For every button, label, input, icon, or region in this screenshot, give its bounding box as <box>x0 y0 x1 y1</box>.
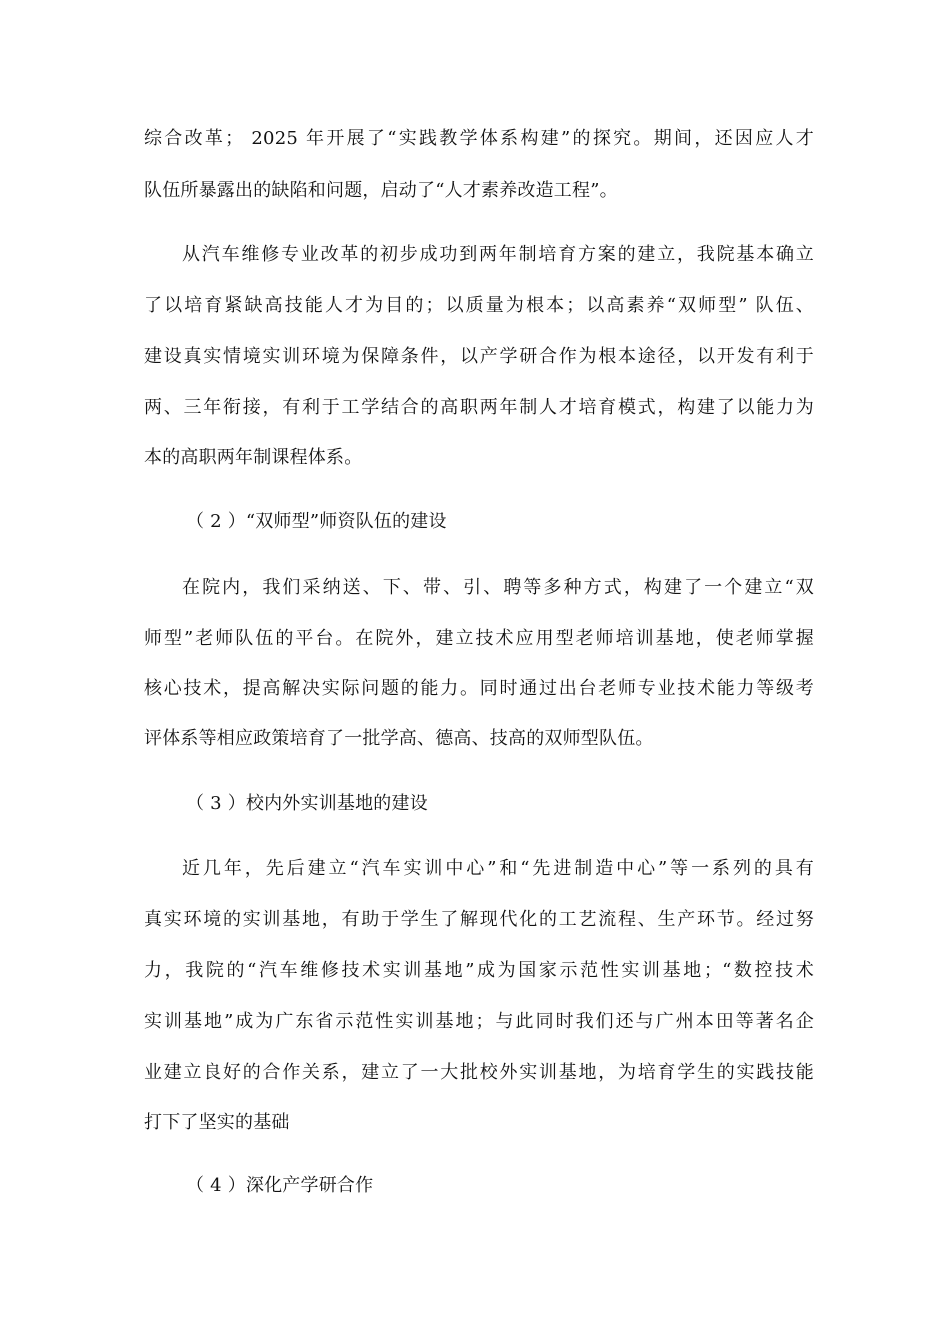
paragraph-2-line-5: 本的高职两年制课程体系。 <box>144 447 363 468</box>
paragraph-1-line-2: 队伍所暴露出的缺陷和问题，启动了“人才素养改造工程”。 <box>144 180 618 201</box>
section-heading-3: （ 3 ）校内外实训基地的建设 <box>186 793 428 814</box>
paragraph-2-line-2: 了以培育紧缺高技能人才为目的；以质量为根本；以高素养“双师型” 队伍、 <box>144 295 814 316</box>
paragraph-2-line-3: 建设真实情境实训环境为保障条件，以产学研合作为根本途径，以开发有利于 <box>144 346 814 367</box>
paragraph-2-line-1: 从汽车维修专业改革的初步成功到两年制培育方案的建立，我院基本确立 <box>182 244 814 265</box>
paragraph-3-line-3: 核心技术，提高解决实际问题的能力。同时通过出台老师专业技术能力等级考 <box>144 678 814 699</box>
paragraph-3-line-4: 评体系等相应政策培育了一批学高、德高、技高的双师型队伍。 <box>144 728 654 749</box>
paragraph-2-line-4: 两、三年衔接，有利于工学结合的高职两年制人才培育模式，构建了以能力为 <box>144 397 814 418</box>
paragraph-4-line-6: 打下了坚实的基础 <box>144 1112 290 1133</box>
paragraph-4-line-5: 业建立良好的合作关系，建立了一大批校外实训基地，为培育学生的实践技能 <box>144 1062 814 1083</box>
paragraph-1-line-1: 综合改革； 2025 年开展了“实践教学体系构建”的探究。期间，还因应人才 <box>144 128 814 149</box>
paragraph-4-line-3: 力，我院的“汽车维修技术实训基地”成为国家示范性实训基地；“数控技术 <box>144 960 814 981</box>
paragraph-4-line-4: 实训基地”成为广东省示范性实训基地；与此同时我们还与广州本田等著名企 <box>144 1011 814 1032</box>
paragraph-3-line-2: 师型”老师队伍的平台。在院外，建立技术应用型老师培训基地，使老师掌握 <box>144 628 814 649</box>
paragraph-3-line-1: 在院内，我们采纳送、下、带、引、聘等多种方式，构建了一个建立“双 <box>182 577 814 598</box>
section-heading-2: （ 2 ）“双师型”师资队伍的建设 <box>186 511 447 532</box>
paragraph-4-line-2: 真实环境的实训基地，有助于学生了解现代化的工艺流程、生产环节。经过努 <box>144 909 814 930</box>
section-heading-4: （ 4 ）深化产学研合作 <box>186 1175 374 1196</box>
paragraph-4-line-1: 近几年，先后建立“汽车实训中心”和“先进制造中心”等一系列的具有 <box>182 858 814 879</box>
